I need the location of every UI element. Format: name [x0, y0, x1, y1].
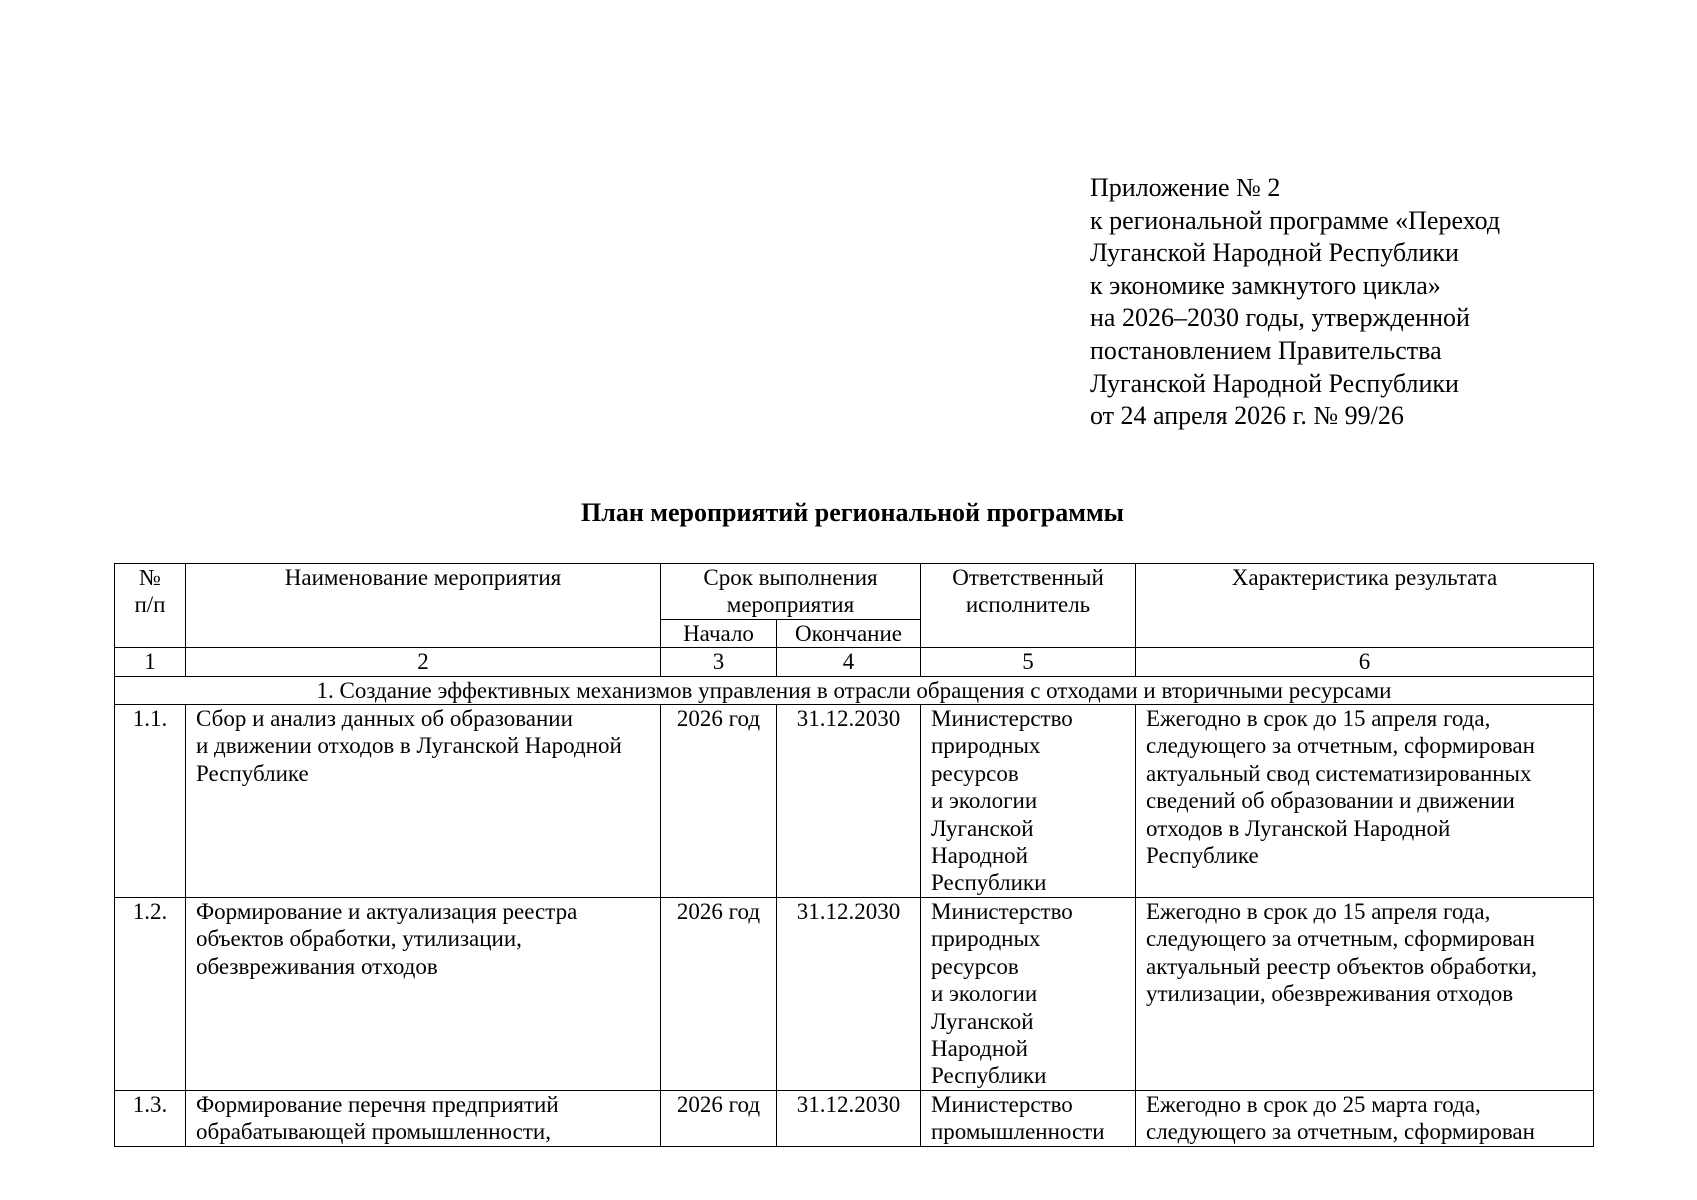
row-end: 31.12.2030: [777, 1090, 921, 1146]
appendix-line: от 24 апреля 2026 г. № 99/26: [1090, 401, 1404, 431]
column-number: 2: [186, 648, 661, 676]
row-end: 31.12.2030: [777, 897, 921, 1090]
row-result: Ежегодно в срок до 15 апреля года, следующего за отчетным, сформирован актуальный реестр объектов обработки, утилизации, обезвреживания отходов: [1136, 897, 1594, 1090]
column-number: 1: [115, 648, 186, 676]
row-name: Формирование перечня предприятий обрабатывающей промышленности,: [186, 1090, 661, 1146]
appendix-line: Луганской Народной Республики: [1090, 238, 1459, 268]
header-start: Начало: [661, 619, 777, 647]
appendix-line: на 2026–2030 годы, утвержденной: [1090, 303, 1470, 333]
column-number: 6: [1136, 648, 1594, 676]
appendix-line: к экономике замкнутого цикла»: [1090, 270, 1441, 300]
appendix-line: постановлением Правительства: [1090, 335, 1442, 365]
row-executor: Министерство природных ресурсов и экологии Луганской Народной Республики: [921, 705, 1136, 898]
table-row: [115, 705, 1594, 898]
header-row: [115, 564, 1594, 620]
table-row: [115, 897, 1594, 1090]
appendix-block: [1090, 172, 1650, 433]
row-number: 1.1.: [115, 705, 186, 898]
row-name: Сбор и анализ данных об образовании и движении отходов в Луганской Народной Республике: [186, 705, 661, 898]
appendix-line: к региональной программе «Переход: [1090, 205, 1501, 235]
row-executor: Министерство природных ресурсов и экологии Луганской Народной Республики: [921, 897, 1136, 1090]
appendix-line: Луганской Народной Республики: [1090, 368, 1459, 398]
header-term: Срок выполнения мероприятия: [661, 564, 921, 620]
row-result: Ежегодно в срок до 15 апреля года, следующего за отчетным, сформирован актуальный свод систематизированных сведений об образовании и движении отходов в Луганской Народной Республике: [1136, 705, 1594, 898]
header-executor: Ответственный исполнитель: [921, 564, 1136, 648]
row-start: 2026 год: [661, 705, 777, 898]
header-num: № п/п: [115, 564, 186, 648]
section-row: [115, 676, 1594, 704]
document-title: План мероприятий региональной программы: [581, 498, 1124, 527]
table-row: [115, 1090, 1594, 1146]
column-number: 5: [921, 648, 1136, 676]
row-number: 1.2.: [115, 897, 186, 1090]
header-result: Характеристика результата: [1136, 564, 1594, 648]
row-result: Ежегодно в срок до 25 марта года, следующего за отчетным, сформирован: [1136, 1090, 1594, 1146]
plan-table: [114, 563, 1594, 1147]
header-name: Наименование мероприятия: [186, 564, 661, 648]
header-end: Окончание: [777, 619, 921, 647]
row-name: Формирование и актуализация реестра объектов обработки, утилизации, обезвреживания отходов: [186, 897, 661, 1090]
column-number: 4: [777, 648, 921, 676]
column-number: 3: [661, 648, 777, 676]
column-number-row: [115, 648, 1594, 676]
row-number: 1.3.: [115, 1090, 186, 1146]
appendix-line: Приложение № 2: [1090, 173, 1281, 202]
row-end: 31.12.2030: [777, 705, 921, 898]
row-start: 2026 год: [661, 897, 777, 1090]
row-start: 2026 год: [661, 1090, 777, 1146]
row-executor: Министерство промышленности: [921, 1090, 1136, 1146]
section-title: 1. Создание эффективных механизмов управления в отрасли обращения с отходами и вторичными ресурсами: [115, 676, 1594, 704]
